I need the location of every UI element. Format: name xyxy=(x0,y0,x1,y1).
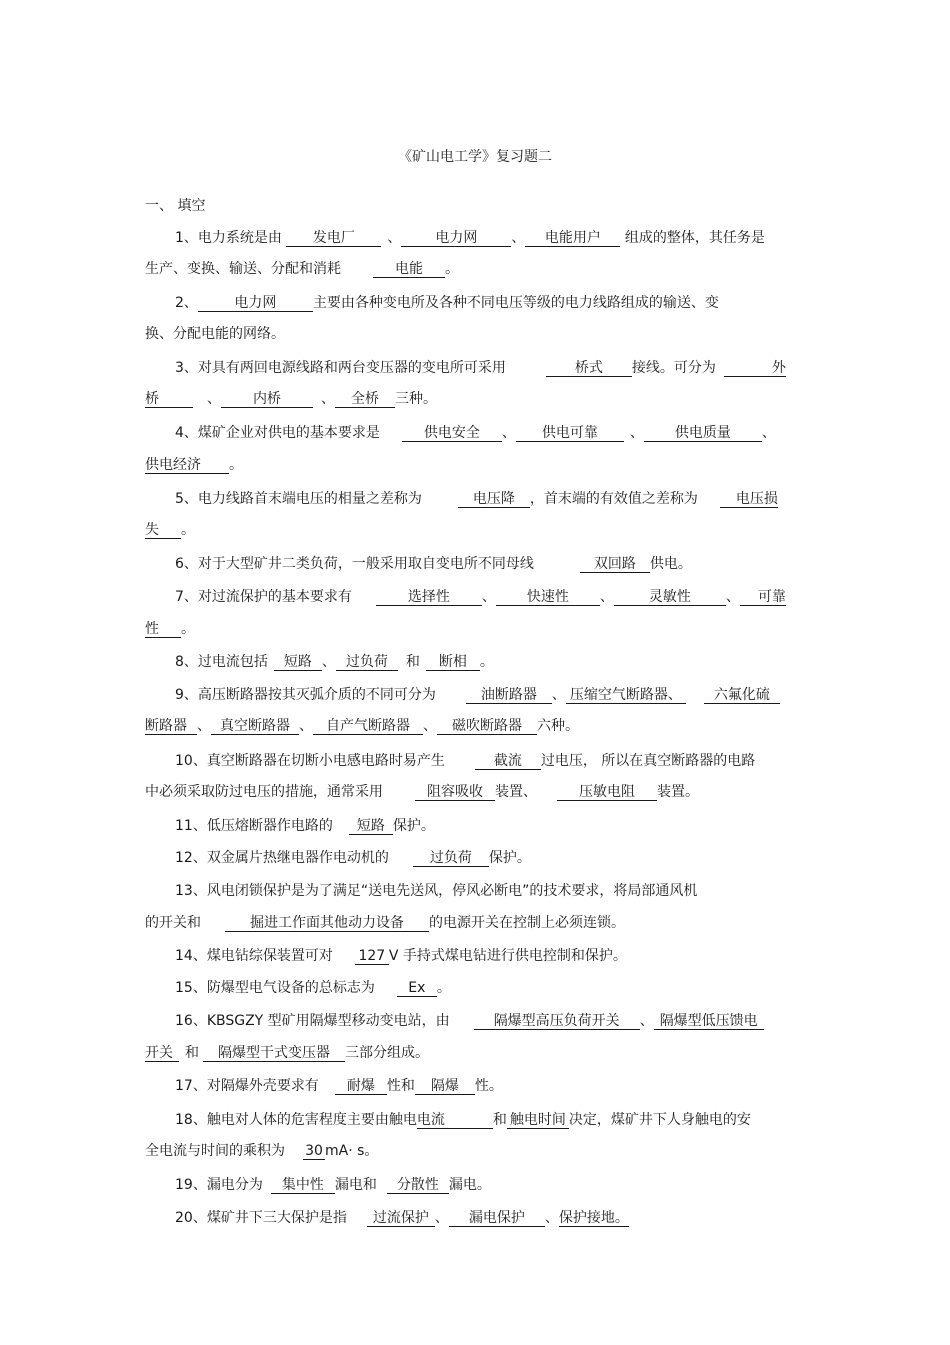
answer-blank: 供电可靠 xyxy=(516,425,624,442)
question-13-line-1 xyxy=(145,881,840,901)
question-1-line-1 xyxy=(145,228,840,248)
question-text: 保护。 xyxy=(392,818,435,834)
question-text: 17、对隔爆外壳要求有 xyxy=(175,1078,319,1094)
answer-blank: 压敏电阻 xyxy=(557,784,657,801)
question-13-line-2 xyxy=(145,913,810,933)
question-text: 4、煤矿企业对供电的基本要求是 xyxy=(175,425,380,441)
question-15-line xyxy=(145,978,840,998)
question-7-line-2 xyxy=(145,619,810,639)
question-8-line xyxy=(145,652,840,672)
question-text: 3、对具有两回电源线路和两台变压器的变电所可采用 xyxy=(175,360,506,376)
separator: 、 xyxy=(434,1210,449,1226)
answer-blank: 供电安全 xyxy=(402,425,502,442)
question-11-line xyxy=(145,816,840,836)
answer-blank: 桥式 xyxy=(546,360,632,377)
question-6-line xyxy=(145,554,840,574)
question-14-line xyxy=(145,946,840,966)
answer-blank: 真空断路器 xyxy=(211,718,299,735)
answer-blank: 掘进工作面其他动力设备 xyxy=(225,915,429,932)
answer-blank: 发电厂 xyxy=(286,230,381,247)
question-text: 5、电力线路首末端电压的相量之差称为 xyxy=(175,491,422,507)
punctuation: 。 xyxy=(445,261,459,277)
question-text: 10、真空断路器在切断小电感电路时易产生 xyxy=(175,753,445,769)
question-16-line-2 xyxy=(145,1043,810,1063)
question-20-line xyxy=(145,1208,840,1228)
question-text: 性和 xyxy=(386,1078,415,1094)
question-text: 1、电力系统是由 xyxy=(175,230,282,246)
answer-blank: 过负荷 xyxy=(336,654,398,671)
question-19-line xyxy=(145,1175,840,1195)
answer-blank: 30 xyxy=(303,1143,325,1160)
question-text: 13、风电闭锁保护是为了满足“送电先送风，停风必断电”的技术要求，将局部通风机 xyxy=(175,883,698,899)
question-text: 全电流与时间的乘积为 xyxy=(145,1143,285,1159)
answer-blank: 桥 xyxy=(145,391,193,408)
question-text: 14、煤电钻综保装置可对 xyxy=(175,948,333,964)
question-text: 供电。 xyxy=(649,556,692,572)
answer-blank: 性 xyxy=(145,621,181,638)
separator: 、 xyxy=(544,1210,559,1226)
question-text: 和 xyxy=(492,1112,507,1128)
question-text: 16、KBSGZY 型矿用隔爆型移动变电站，由 xyxy=(175,1013,450,1029)
answer-blank: 电流 xyxy=(417,1112,493,1129)
question-text: 7、对过流保护的基本要求有 xyxy=(175,589,352,605)
question-text: 换、分配电能的网络。 xyxy=(145,326,285,342)
question-text: V 手持式煤电钻进行供电控制和保护。 xyxy=(388,948,627,964)
answer-blank: 隔爆 xyxy=(415,1078,475,1095)
answer-blank: 外 xyxy=(724,360,786,377)
answer-blank: 内桥 xyxy=(221,391,313,408)
question-10-line-2 xyxy=(145,782,810,802)
answer-blank: 截流 xyxy=(475,753,541,770)
question-text: 8、过电流包括 xyxy=(175,654,268,670)
question-text: 15、防爆型电气设备的总标志为 xyxy=(175,980,375,996)
question-text: 9、高压断路器按其灭弧介质的不同可分为 xyxy=(175,687,436,703)
answer-blank: 隔爆型低压馈电 xyxy=(654,1013,764,1030)
answer-blank: 六氟化硫 xyxy=(704,687,780,704)
punctuation: 。 xyxy=(479,654,494,670)
question-10-line-1 xyxy=(145,751,840,771)
question-text: 性。 xyxy=(474,1078,503,1094)
separator: 、 xyxy=(197,718,211,734)
punctuation: 。 xyxy=(181,522,195,538)
answer-blank: 开关 xyxy=(145,1045,179,1062)
answer-blank: 断路器 xyxy=(145,718,197,735)
answer-blank: 分散性 xyxy=(387,1177,449,1194)
question-text: 组成的整体，其任务是 xyxy=(624,230,765,246)
answer-blank: 断相 xyxy=(426,654,480,671)
question-text: 接线。可分为 xyxy=(631,360,716,376)
answer-blank: 漏电保护 xyxy=(449,1210,545,1227)
question-text: 11、低压熔断器作电路的 xyxy=(175,818,333,834)
separator: 、 xyxy=(207,391,221,407)
punctuation: 。 xyxy=(181,621,195,637)
section-heading: 一、 填空 xyxy=(145,198,206,214)
separator: 、 xyxy=(761,425,776,441)
question-text: ，首末端的有效值之差称为 xyxy=(529,491,698,507)
answer-blank: 127 xyxy=(355,948,389,965)
separator: 、 xyxy=(423,718,437,734)
separator: 、 xyxy=(387,230,402,246)
answer-blank: Ex xyxy=(397,980,437,997)
question-9-line-2 xyxy=(145,716,810,736)
punctuation: 。 xyxy=(229,457,243,473)
answer-blank: 可靠 xyxy=(740,589,786,606)
question-5-line-1 xyxy=(145,489,840,509)
question-18-line-1 xyxy=(145,1110,840,1130)
question-18-line-2 xyxy=(145,1141,810,1161)
answer-blank: 自产气断路器 xyxy=(313,718,423,735)
question-2-line-2 xyxy=(145,324,810,344)
separator: 、 xyxy=(511,230,526,246)
question-text: 2、 xyxy=(175,295,198,311)
answer-blank: 过负荷 xyxy=(413,850,489,867)
separator: 、 xyxy=(725,589,740,605)
answer-blank: 快速性 xyxy=(496,589,600,606)
answer-blank: 隔爆型高压负荷开关 xyxy=(474,1013,640,1030)
answer-blank: 磁吹断路器 xyxy=(437,718,537,735)
separator: 、 xyxy=(599,589,614,605)
answer-blank: 保护接地。 xyxy=(558,1210,629,1226)
question-4-line-1 xyxy=(145,423,840,443)
answer-blank: 电力网 xyxy=(401,230,511,247)
question-text: 6、对于大型矿井二类负荷，一般采用取自变电所不同母线 xyxy=(175,556,534,572)
separator: 、 xyxy=(321,391,335,407)
answer-blank: 灵敏性 xyxy=(614,589,726,606)
answer-blank: 集中性 xyxy=(271,1177,335,1194)
answer-blank: 短路 xyxy=(349,818,393,835)
question-text: 的开关和 xyxy=(145,915,201,931)
separator: 、 xyxy=(481,589,496,605)
answer-blank: 双回路 xyxy=(580,556,650,573)
question-text: 中必须采取防过电压的措施，通常采用 xyxy=(145,784,383,800)
answer-blank: 电压损 xyxy=(720,491,778,508)
separator: 、 xyxy=(501,425,516,441)
question-17-line xyxy=(145,1076,840,1096)
question-2-line-1 xyxy=(145,293,840,313)
question-4-line-2 xyxy=(145,455,810,475)
question-text: 漏电。 xyxy=(448,1177,491,1193)
answer-blank: 电能用户 xyxy=(525,230,620,247)
answer-blank: 触电时间 xyxy=(507,1112,569,1129)
question-text: 三种。 xyxy=(395,391,437,407)
question-1-line-2 xyxy=(145,259,810,279)
answer-blank: 阻容吸收 xyxy=(415,784,495,801)
question-text: 保护。 xyxy=(488,850,531,866)
question-text: 装置。 xyxy=(657,784,699,800)
question-text: 的电源开关在控制上必须连锁。 xyxy=(429,915,625,931)
separator: 、 xyxy=(551,687,566,703)
question-text: 漏电和 xyxy=(334,1177,377,1193)
separator: 、 xyxy=(299,718,313,734)
answer-blank: 电能 xyxy=(373,261,445,278)
question-12-line xyxy=(145,848,840,868)
question-3-line-1 xyxy=(145,358,840,378)
answer-blank: 油断路器 xyxy=(466,687,552,704)
question-text: 生产、变换、输送、分配和消耗 xyxy=(145,261,341,277)
answer-blank: 供电质量 xyxy=(644,425,762,442)
separator: 、 xyxy=(639,1013,654,1029)
answer-blank: 全桥 xyxy=(335,391,395,408)
question-7-line-1 xyxy=(145,587,840,607)
question-text: 装置、 xyxy=(495,784,537,800)
question-text: 和 xyxy=(185,1045,199,1061)
question-text: 过电压， 所以在真空断路器的电路 xyxy=(540,753,756,769)
answer-blank: 供电经济 xyxy=(145,457,229,474)
question-text: 19、漏电分为 xyxy=(175,1177,263,1193)
question-text: 决定，煤矿井下人身触电的安 xyxy=(568,1112,751,1128)
question-5-line-2 xyxy=(145,520,810,540)
question-text: 主要由各种变电所及各种不同电压等级的电力线路组成的输送、变 xyxy=(312,295,719,311)
question-text: 六种。 xyxy=(537,718,579,734)
question-16-line-1 xyxy=(145,1011,840,1031)
answer-blank: 电力网 xyxy=(198,295,313,312)
question-text: 和 xyxy=(405,654,420,670)
punctuation: 。 xyxy=(436,980,451,996)
answer-blank: 过流保护 xyxy=(367,1210,435,1227)
question-3-line-2 xyxy=(145,389,810,409)
question-text: mA· s。 xyxy=(325,1143,379,1159)
separator: 、 xyxy=(321,654,336,670)
question-text: 三部分组成。 xyxy=(345,1045,429,1061)
question-text: 20、煤矿井下三大保护是指 xyxy=(175,1210,347,1226)
answer-blank: 选择性 xyxy=(376,589,482,606)
answer-blank: 耐爆 xyxy=(335,1078,387,1095)
answer-blank: 失 xyxy=(145,522,181,539)
question-9-line-1 xyxy=(145,685,840,705)
page-title: 《矿山电工学》复习题二 xyxy=(398,149,552,165)
answer-blank: 电压降 xyxy=(458,491,530,508)
answer-blank: 压缩空气断路器、 xyxy=(566,687,686,704)
question-text: 18、触电对人体的危害程度主要由触电 xyxy=(175,1112,417,1128)
answer-blank: 隔爆型干式变压器 xyxy=(203,1045,345,1062)
separator: 、 xyxy=(629,425,644,441)
answer-blank: 短路 xyxy=(274,654,322,671)
question-text: 12、双金属片热继电器作电动机的 xyxy=(175,850,389,866)
